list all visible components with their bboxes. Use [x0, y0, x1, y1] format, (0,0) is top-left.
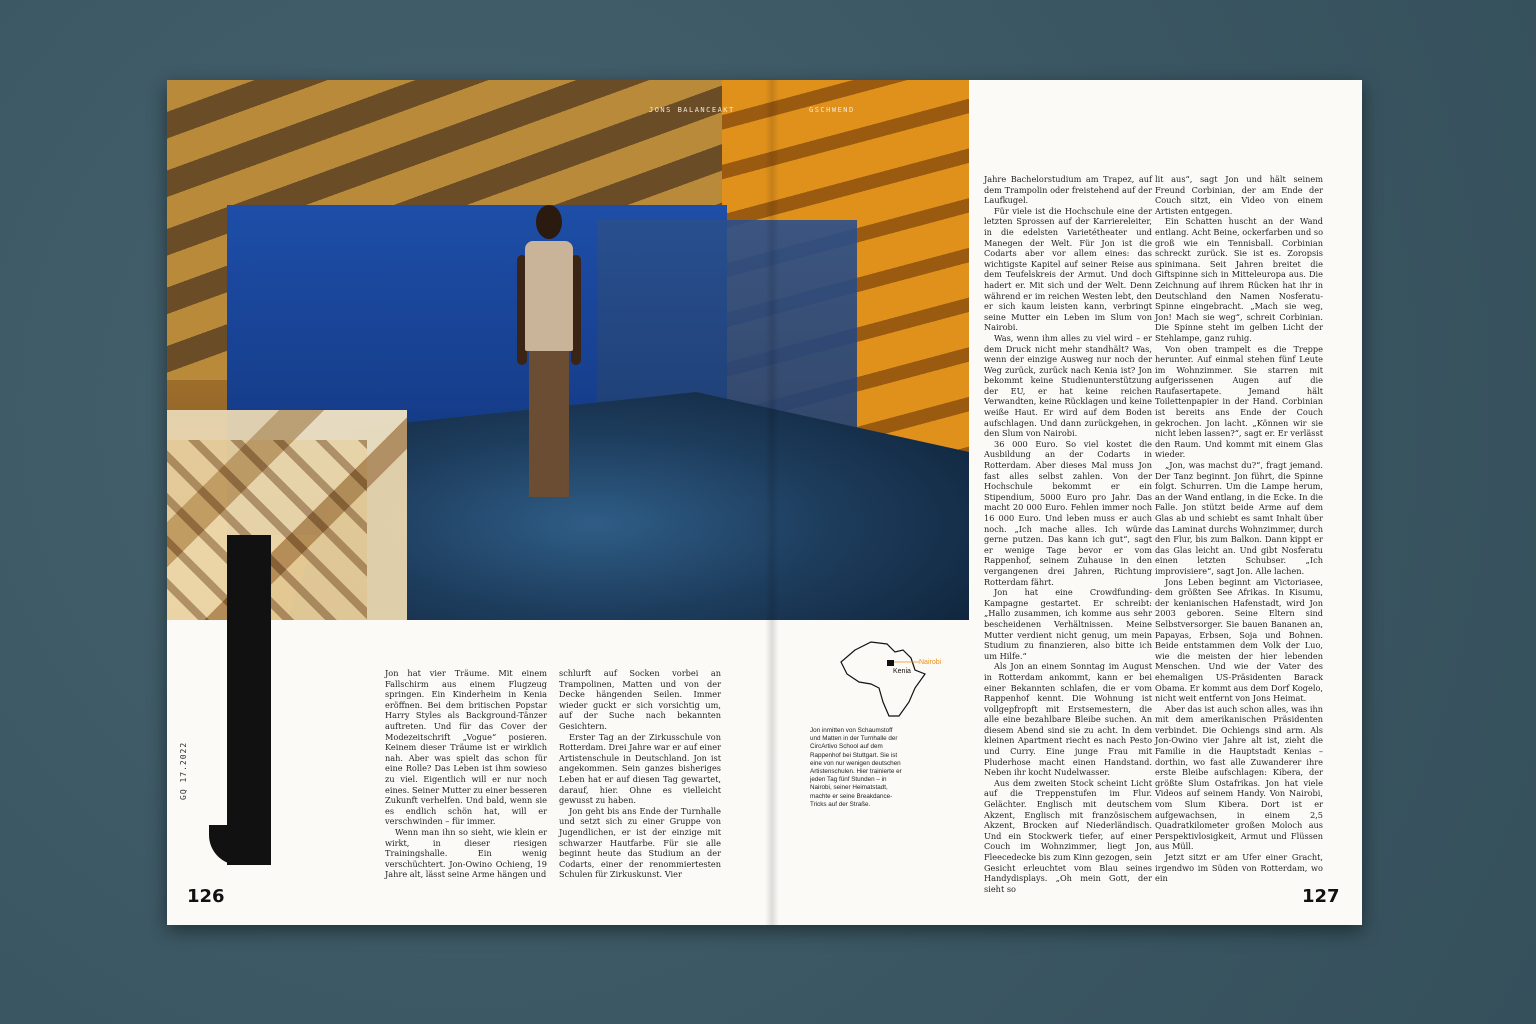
paragraph: Jetzt sitzt er am Ufer einer Gracht, irgendwo im Süden von Rotterdam, wo ein [1155, 852, 1323, 884]
paragraph: Jon geht bis ans Ende der Turnhalle und setzt sich zu einer Gruppe von Jugendlichen, er ist der einzige mit schwarzer Hautfarbe. Für sie alle beginnt heute das Studium an der Codarts, einer der renommiertesten Schulen für Zirkuskunst. Vier [559, 805, 721, 880]
text-column-1 [385, 668, 547, 880]
page-number-right: 127 [1302, 886, 1340, 907]
issue-label: GQ 17.2022 [179, 741, 188, 800]
paragraph: Erster Tag an der Zirkusschule von Rotterdam. Drei Jahre war er auf einer Artistenschule in Deutschland. Jon ist angekommen. Sein ganzes bisheriges Leben hat er auf diesen Tag gewartet, darauf, hier. Ohne es vielleicht gewusst zu haben. [559, 731, 721, 806]
section-label-left: JONS BALANCEAKT [649, 106, 735, 114]
text-column-2 [559, 668, 721, 880]
paragraph: Aus dem zweiten Stock scheint Licht auf die Treppenstufen im Flur. Gelächter. Englisch mit deutschem Akzent, Englisch mit französischem Akzent, Brocken auf Niederländisch. Und ein Stockwerk tiefer, auf einer Couch im Wohnzimmer, liegt Jon, Fleecedecke bis zum Kinn gezogen, sein Gesicht erleuchtet vom Blau seines Handydisplays. „Oh mein Gott, der sieht so [984, 777, 1152, 894]
paragraph: 36 000 Euro. So viel kostet die Ausbildung an der Codarts in Rotterdam. Aber dieses Mal muss Jon fast alles selbst zahlen. Von der Hochschule bekommt er ein Stipendium, 5000 Euro pro Jahr. Das macht 20 000 Euro. Fehlen immer noch 16 000 Euro. Und leben muss er auch noch. „Ich mache alles. Ich würde gerne putzen. Das kann ich gut“, sagt er wenige Tage bevor er vom Rappenhof, seinem Zuhause in den vergangenen drei Jahren, Richtung Rotterdam fährt. [984, 438, 1152, 587]
text-column-4 [1155, 174, 1323, 884]
text-column-3 [984, 174, 1152, 894]
paragraph: Jon hat vier Träume. Mit einem Fallschirm aus einem Flugzeug springen. Ein Kinderheim in Kenia eröffnen. Bei dem britischen Popstar Harry Styles als Background-Tänzer auftreten. Und für das Cover der Modezeitschrift „Vogue“ posieren. Keinem dieser Träume ist er wirklich nah. Aber was spielt das schon für eine Rolle? Das Leben ist ihm sowieso zu viel. Eigentlich will er nur noch eines. Seiner Mutter zu einer besseren Zukunft verhelfen. Und bald, wenn sie es endlich schön hat, will er verschwinden – für immer. [385, 668, 547, 827]
photo-person [517, 205, 581, 497]
africa-map [835, 636, 945, 718]
paragraph: Wenn man ihn so sieht, wie klein er wirkt, in dieser riesigen Trainingshalle. Ein wenig verschüchtert. Jon-Owino Ochieng, 19 Jahre alt, lässt seine Arme hängen und [385, 826, 547, 880]
map-country-label: Kenia [893, 668, 911, 675]
paragraph: Jon hat eine Crowdfunding-Kampagne gestartet. Er schreibt: „Hallo zusammen, ich komme aus sehr bescheidenen Verhältnissen. Meine Mutter verdient nicht genug, um mein Studium zu finanzieren, also bitte ich um Hilfe.“ [984, 587, 1152, 661]
paragraph: „Jon, was machst du?“, fragt jemand. Der Tanz beginnt. Jon führt, die Spinne folgt. Schurren. Um die Lampe herum, an der Wand entlang, in die Ecke. In die Falle. Jon stützt beide Arme auf dem Glas ab und schiebt es samt Inhalt über das Laminat durchs Wohnzimmer, durch den Flur, bis zum Balkon. Dann kippt er das Glas leicht an. Und gibt Nosferatu einen letzten Schubser. „Ich improvisiere“, sagt Jon. Alle lachen. [1155, 460, 1323, 576]
photo-caption: Jon inmitten von Schaumstoff und Matten in der Turnhalle der CircArtivo School auf dem Rappenhof bei Stuttgart. Sie ist eine von nur wenigen deutschen Artistenschulen. Hier trainierte er jeden Tag fünf Stunden – in Nairobi, seiner Heimatstadt, machte er seine Breakdance-Tricks auf der Straße. [810, 727, 902, 808]
drop-cap-j [227, 535, 271, 865]
paragraph: Jons Leben beginnt am Victoriasee, dem größten See Afrikas. In Kisumu, der kenianischen Hafenstadt, wird Jon 2003 geboren. Seine Eltern sind Selbstversorger. Sie bauen Bananen an, Papayas, Erbsen, Soja und Bohnen. Beide entstammen dem Volk der Luo, wie die meisten der hier lebenden Menschen. Und wie der Vater des ehemaligen US-Präsidenten Barack Obama. Er kommt aus dem Dorf Kogelo, nicht weit entfernt von Jons Heimat. [1155, 576, 1324, 704]
map-city-label: Nairobi [919, 659, 942, 666]
paragraph: Was, wenn ihm alles zu viel wird – er dem Druck nicht mehr standhält? Was, wenn der einzige Ausweg nur noch der Weg zurück, zurück nach Kenia ist? Jon bekommt keine Studienunterstützung der EU, er hat keine reichen Verwandten, keine Rücklagen und keine weiße Haut. Er wird auf dem Boden aufschlagen. Und dann zurückgehen, in den Slum von Nairobi. [984, 332, 1152, 439]
paragraph: Jahre Bachelorstudium am Trapez, auf dem Trampolin oder freistehend auf der Laufkugel. [984, 174, 1152, 206]
paragraph: lit aus“, sagt Jon und hält seinem Freund Corbinian, der am Ende der Couch sitzt, ein Video von einem Artisten entgegen. [1155, 174, 1323, 216]
page-number-left: 126 [187, 886, 225, 907]
paragraph: schlurft auf Socken vorbei an Trampolinen, Matten und von der Decke hängenden Seilen. Immer wieder guckt er sich vorsichtig um, auf der Suche nach bekannten Gesichtern. [559, 668, 721, 731]
kenya-marker [887, 660, 894, 666]
magazine-spread [167, 80, 1362, 925]
paragraph: Für viele ist die Hochschule eine der letzten Sprossen auf der Karriereleiter, in die edelsten Varietétheater und Manegen der Welt. Für Jon ist die Codarts aber vor allem eines: das wichtigste Kapitel auf seiner Reise aus dem Teufelskreis der Armut. Und doch hadert er. Mit sich und der Welt. Denn während er im reichen Westen lebt, den er sich kaum leisten kann, verbringt seine Mutter ein Leben im Slum von Nairobi. [984, 205, 1152, 333]
paragraph: Als Jon an einem Sonntag im August in Rotterdam ankommt, kann er bei einer Bekannten schlafen, die er vom Rappenhof kennt. Die Wohnung ist vollgepfropft mit Erstsemestern, die alle eine bezahlbare Bleibe suchen. An diesem Abend sind sie zu acht. In dem kleinen Apartment riecht es nach Pesto und Curry. Eine junge Frau mit Pluderhose macht einen Handstand. Neben ihr kocht Nudelwasser. [984, 661, 1152, 778]
paragraph: Von oben trampelt es die Treppe herunter. Auf einmal stehen fünf Leute im Wohnzimmer. Sie starren mit aufgerissenen Augen auf die Raufasertapete. Jemand hält Toilettenpapier in der Hand. Corbinian ist bereits ans Ende der Couch gekrochen. Jon lacht. „Können wir sie nicht leben lassen?“, sagt er. Er verlässt den Raum. Und kommt mit einem Glas wieder. [1155, 343, 1323, 460]
paragraph: Ein Schatten huscht an der Wand entlang. Acht Beine, ockerfarben und so groß wie ein Tennisball. Corbinian schreckt zurück. Sie ist es. Zoropsis spinimana. Seit Jahren breitet die Giftspinne sich in Mitteleuropa aus. Die Zeichnung auf ihrem Rücken hat ihr in Deutschland den Namen Nosferatu-Spinne eingebracht. „Mach sie weg, Jon! Mach sie weg“, schreit Corbinian. Die Spinne steht im gelben Licht der Stehlampe, ganz ruhig. [1155, 216, 1323, 343]
section-label-right: GSCHWEND [809, 106, 855, 114]
paragraph: Aber das ist auch schon alles, was ihn mit dem amerikanischen Präsidenten verbindet. Die Ochiengs sind arm. Als Jon-Owino vier Jahre alt ist, zieht die Familie in die Hauptstadt Kenias – dorthin, wo fast alle Zuwanderer ihre erste Bleibe aufschlagen: Kibera, der größte Slum Ostafrikas. Jon hat viele Videos auf seinem Handy. Von Nairobi, vom Slum Kibera. Dort ist er aufgewachsen, in einem 2,5 Quadratkilometer großen Moloch aus Perspektivlosigkeit, Armut und Flüssen aus Müll. [1155, 703, 1323, 852]
feature-photo [167, 80, 969, 620]
